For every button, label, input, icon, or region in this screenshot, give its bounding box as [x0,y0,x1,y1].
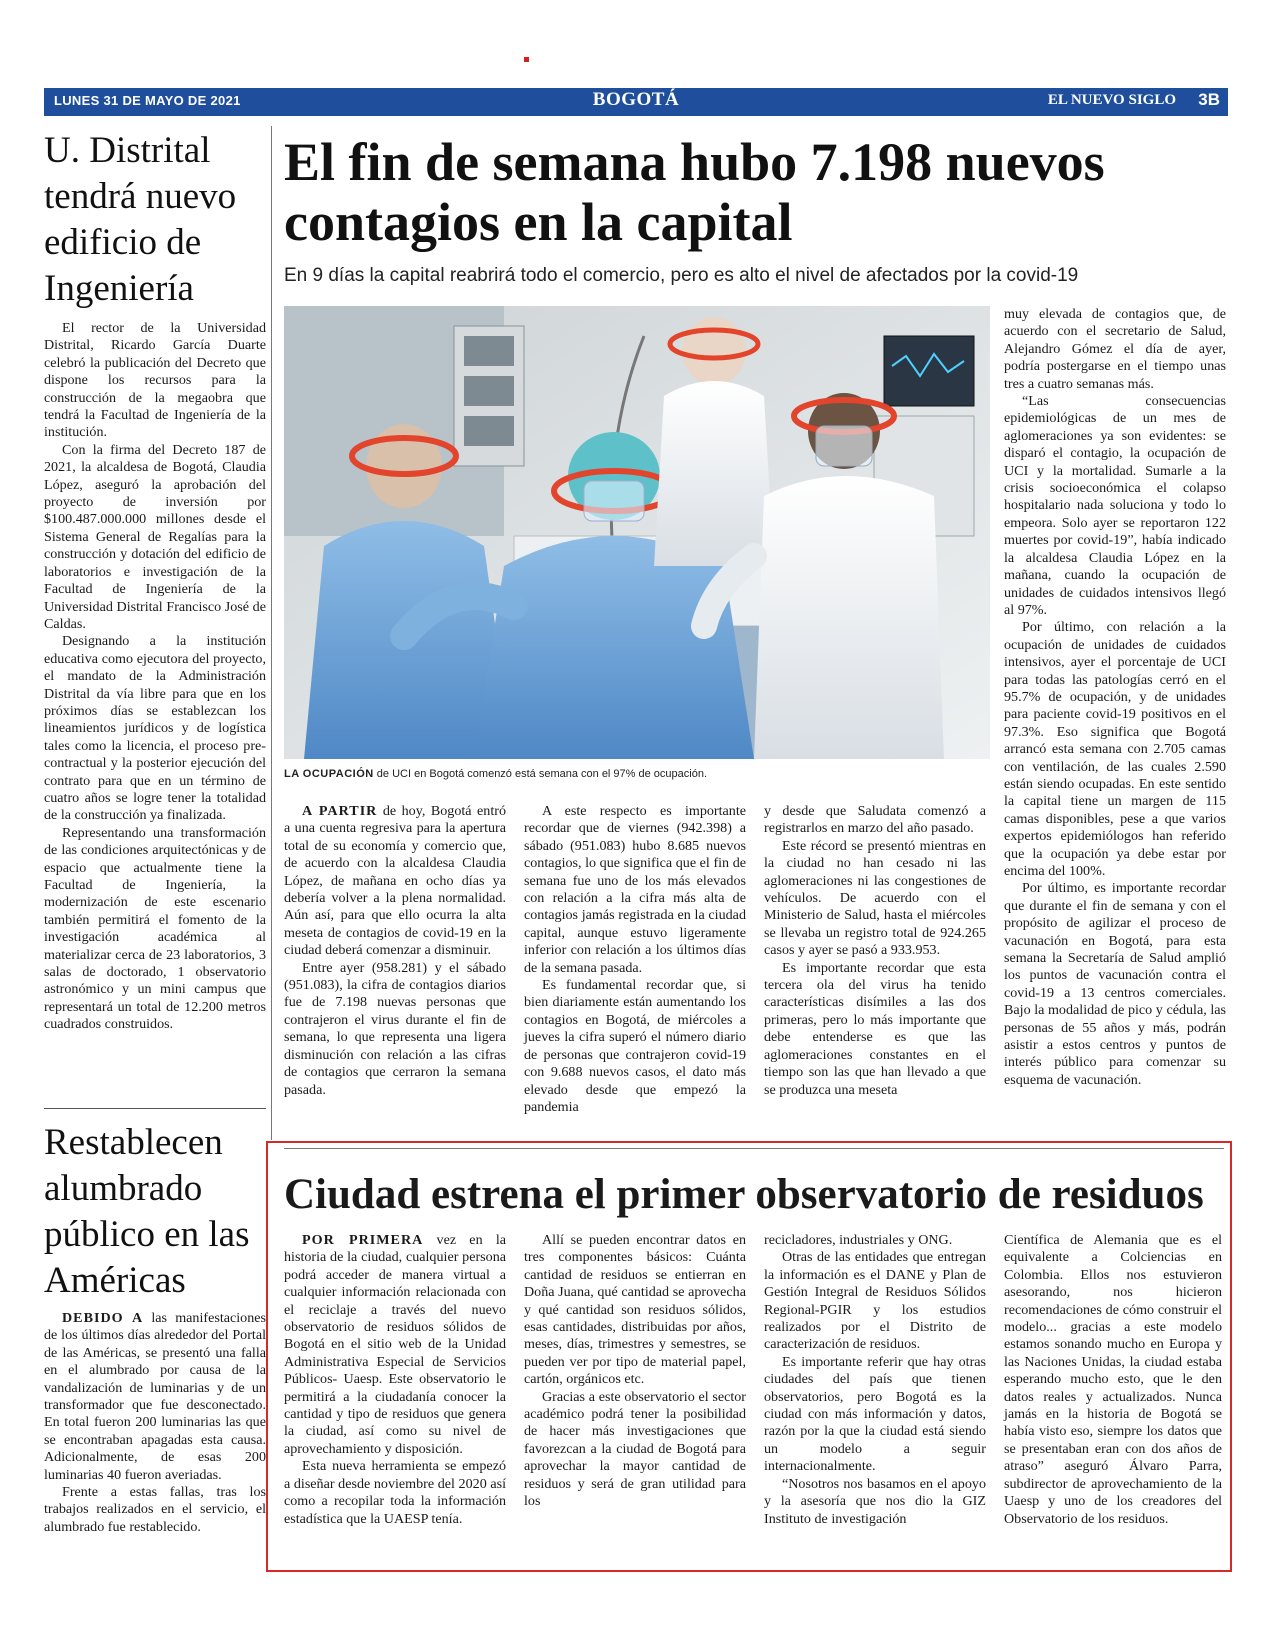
observatorio-paragraph: Es importante referir que hay otras ciudades del país que tienen observatorios, pero Bogotá es la ciudad con más información y datos, razón por la que la ciudad está siendo un modelo a seguir internacionalmente. [764,1353,986,1475]
main-paragraph: Por último, con relación a la ocupación de unidades de cuidados intensivos, ayer el porcentaje de UCI para todas las patologías cerró en el 95.7% de ocupación, y de unidades para paciente covid-19 positivos en el 97.3%. Eso significa que Bogotá arrancó esta semana con 2.705 camas con ventilación, de las cuales 2.590 están siendo ocupadas. En este sentido la capital tiene un margen de 115 camas disponibles, pese a que varios expertos epidemiólogos han referido que la ocupación ya debe estar por encima del 100%. [1004,619,1226,879]
observatorio-column-2 [524,1232,746,1511]
red-mark [524,57,529,62]
observatorio-paragraph: recicladores, industriales y ONG. [764,1232,953,1248]
observatorio-column-1 [284,1232,506,1528]
observatorio-paragraph: “Nosotros nos basamos en el apoyo y la asesoría que nos dio la GIZ Instituto de investigación [764,1475,986,1527]
alumbrado-paragraph: Frente a estas fallas, tras los trabajos realizados en el servicio, el alumbrado fue restablecido. [44,1484,266,1535]
alumbrado-article [44,1120,266,1536]
main-headline: El fin de semana hubo 7.198 nuevos contagios en la capital [284,132,1105,252]
alumbrado-lead: DEBIDO A [62,1310,144,1326]
main-paragraph: Es importante recordar que esta tercera ola del virus ha tenido características disímiles a las dos primeras, pero lo más importante que debe entenderse es que las aglomeraciones constantes en el tiempo son las que han llevado a que se produzca una meseta [764,959,986,1098]
page-header [44,88,1228,116]
main-paragraph: A este respecto es importante recordar que de viernes (942.398) a sábado (951.083) hubo 8.685 nuevos contagios, lo que significa que el fin de semana fue uno de los más elevados con relación a la cifra más alta de contagios jamás registrada en la ciudad capital, aunque estuvo ligeramente inferior con relación a los últimos días de la semana pasada. [524,803,746,976]
alumbrado-body [44,1310,266,1536]
main-paragraph: “Las consecuencias epidemiológicas de un mes de aglomeraciones ya son evidentes: se disparó el contagio, la ocupación de UCI y la mortalidad. Sumarle a la crisis socioeconómica el colapso hospitalario nada soluciona y todo lo empeora. Solo ayer se reportaron 122 muertes por covid-19”, había indicado la alcaldesa Claudia López en la mañana, cuando la ocupación de unidades de cuidados intensivos llegó al 97%. [1004,393,1226,618]
main-paragraph: muy elevada de contagios que, de acuerdo con el secretario de Salud, Alejandro Gómez el día de ayer, podría postergarse en el tiempo unas tres a cuatro semanas más. [1004,306,1226,392]
observatorio-paragraph: Gracias a este observatorio el sector académico podrá tener la posibilidad de hacer más investigaciones que favorezcan a la ciudad de Bogotá para aprovechar la mayor cantidad de residuos y será de gran utilidad para los [524,1388,746,1510]
udistrital-headline: U. Distrital tendrá nuevo edificio de Ingeniería [44,130,237,309]
main-paragraph: Por último, es importante recordar que durante el fin de semana y con el propósito de agilizar el proceso de vacunación en Bogotá, para esta semana la Secretaría de Salud amplió los puntos de vacunación contra el covid-19 a 13 centros comerciales. Bajo la modalidad de pico y cédula, las personas de 55 años y más, podrán asistir a estos centros y puntos de interés público para comenzar su esquema de vacunación. [1004,880,1226,1088]
alumbrado-paragraph [44,1310,266,1484]
main-column-3 [764,803,986,1099]
main-paragraph: y desde que Saludata comenzó a registrarlos en marzo del año pasado. [764,803,986,837]
main-column-1 [284,803,506,1099]
observatorio-column-4 [1004,1232,1222,1528]
main-paragraph [284,803,506,960]
main-paragraph: Es fundamental recordar que, si bien diariamente están aumentando los contagios en Bogotá, de miércoles a jueves la cifra superó el número diario de personas que contrajeron covid-19 con 9.688 nuevos casos, el dato más elevado desde que empezó la pandemia [524,977,746,1115]
observatorio-paragraph: Científica de Alemania que es el equivalente a Colciencias en Colombia. Ellos nos estuvieron asesorando, nos hicieron recomendaciones de cómo construir el modelo... gracias a este modelo estamos sonando mucho en Europa y las Naciones Unidas, la ciudad estaba esperando mucho esto, que le den datos reales y actualizados. Nunca jamás en la historia de Bogotá se había visto eso, siempre los datos que se presentaban eran con dos años de atraso” aseguró Álvaro Parra, subdirector de aprovechamiento de la Uaesp y uno de los creadores del Observatorio de los residuos. [1004,1232,1222,1527]
issue-date: LUNES 31 DE MAYO DE 2021 [54,93,241,108]
udistrital-paragraph: Representando una transformación de las condiciones arquitectónicas y de espacio que actualmente tiene la Facultad de Ingeniería, la modernización de este escenario también permitirá el fomento de la investigación académica al materializar cerca de 23 laboratorios, 3 salas de doctorado, 1 observatorio astronómico y un mini campus que representará un total de 12.200 metros cuadrados construidos. [44,824,266,1033]
udistrital-paragraph: Con la firma del Decreto 187 de 2021, la alcaldesa de Bogotá, Claudia López, aseguró la aprobación del proyecto de inversión por $100.487.000.000 millones desde el Sistema General de Regalías para la construcción y dotación del edificio de laboratorios e investigación de la Facultad de Ingeniería de la Universidad Distrital Francisco José de Caldas. [44,441,266,632]
udistrital-paragraph: El rector de la Universidad Distrital, Ricardo García Duarte celebró la publicación del Decreto que dispone los recursos para la construcción de la megaobra que tendrá la Facultad de Ingeniería de la institución. [44,320,266,441]
page-number: 3B [1198,90,1220,109]
alumbrado-headline: Restablecen alumbrado público en las Américas [44,1122,250,1301]
udistrital-paragraph: Designando a la institución educativa como ejecutora del proyecto, el mandato de la Administración Distrital da vía libre para que en los próximos días se establezcan los lineamientos jurídicos y de logística tales como la licencia, el proceso pre-contractual y la posterior ejecución del contrato para que en un término de cuatro años se logre tener la totalidad de la construcción ya finalizada. [44,633,266,824]
observatorio-lead: POR PRIMERA [302,1232,424,1248]
main-column-4 [1004,306,1226,1089]
alumbrado-paragraph-text: las manifestaciones de los últimos días alrededor del Portal de las Américas, se presentó una falla en el alumbrado por causa de la vandalización de luminarias y de un transformador que fue desconectado. En total fueron 200 luminarias las que se encontraban apagadas esta causa. Adicionalmente, de esas 200 luminarias 40 fueron averiadas. [44,1310,266,1483]
observatorio-paragraph: Esta nueva herramienta se empezó a diseñar desde noviembre del 2020 así como a recopilar toda la información estadística que la UAESP tenía. [284,1458,506,1527]
column-divider [271,126,272,1140]
main-paragraph: Entre ayer (958.281) y el sábado (951.083), la cifra de contagios diarios fue de 7.198 nuevas personas que contrajeron el virus durante el fin de semana, lo que representa una ligera disminución con relación a las cifras de contagios que cerraron la semana pasada. [284,959,506,1098]
observatorio-paragraph: Allí se pueden encontrar datos en tres componentes básicos: Cuánta cantidad de residuos se entierran en Doña Juana, qué cantidad se aprovecha y qué cantidad son residuos sólidos, esas cantidades, distribuidas por años, meses, días, trimestres y semestres, se pueden ver por tipo de material papel, cartón, orgánicos etc. [524,1232,746,1388]
main-column-2 [524,803,746,1116]
observatorio-paragraph [284,1232,506,1458]
observatorio-headline: Ciudad estrena el primer observatorio de residuos [284,1171,1204,1218]
main-paragraph-text: de hoy, Bogotá entró a una cuenta regresiva para la apertura total de su economía y comercio que, de acuerdo con la alcaldesa Claudia López, de mañana en ocho días ya debería volver a la plena normalidad. Aún así, para que ello ocurra la alta meseta de contagios de covid-19 en la ciudad deberá comenzar a disminuir. [284,803,506,959]
caption-text: de UCI en Bogotá comenzó está semana con el 97% de ocupación. [373,768,707,780]
left-divider [44,1108,266,1109]
main-subtitle: En 9 días la capital reabrirá todo el comercio, pero es alto el nivel de afectados por la covid-19 [284,265,1079,286]
main-lead: A PARTIR [302,803,378,819]
section-name: BOGOTÁ [592,89,680,110]
icu-photo [284,306,990,759]
udistrital-body [44,320,266,1034]
observatorio-column-3 [764,1232,986,1528]
photo-caption [284,768,990,780]
observatorio-paragraph: Otras de las entidades que entregan la información es el DANE y Plan de Gestión Integral de Residuos Sólidos Regional-PGIR y los estudios realizados por el Distrito de caracterización de residuos. [764,1249,986,1353]
caption-lead: LA OCUPACIÓN [284,768,374,780]
newspaper-name: EL NUEVO SIGLO [1047,92,1176,108]
observatorio-paragraph-text: vez en la historia de la ciudad, cualquier persona podrá acceder de manera virtual a cualquier información relacionada con el reciclaje a través del nuevo observatorio de residuos sólidos de Bogotá en el sitio web de la Unidad Administrativa Especial de Servicios Públicos- Uaesp. Este observatorio le permitirá a la ciudadanía conocer la cantidad y tipo de residuos que genera la ciudad, así como su nivel de aprovechamiento y disposición. [284,1232,507,1457]
udistrital-article [44,128,266,1034]
main-paragraph: Este récord se presentó mientras en la ciudad no han cesado ni las aglomeraciones ni las congestiones de vehículos. De acuerdo con el Ministerio de Salud, hasta el miércoles se llevaba un registro total de 924.265 casos y ayer se pasó a 933.953. [764,837,986,959]
